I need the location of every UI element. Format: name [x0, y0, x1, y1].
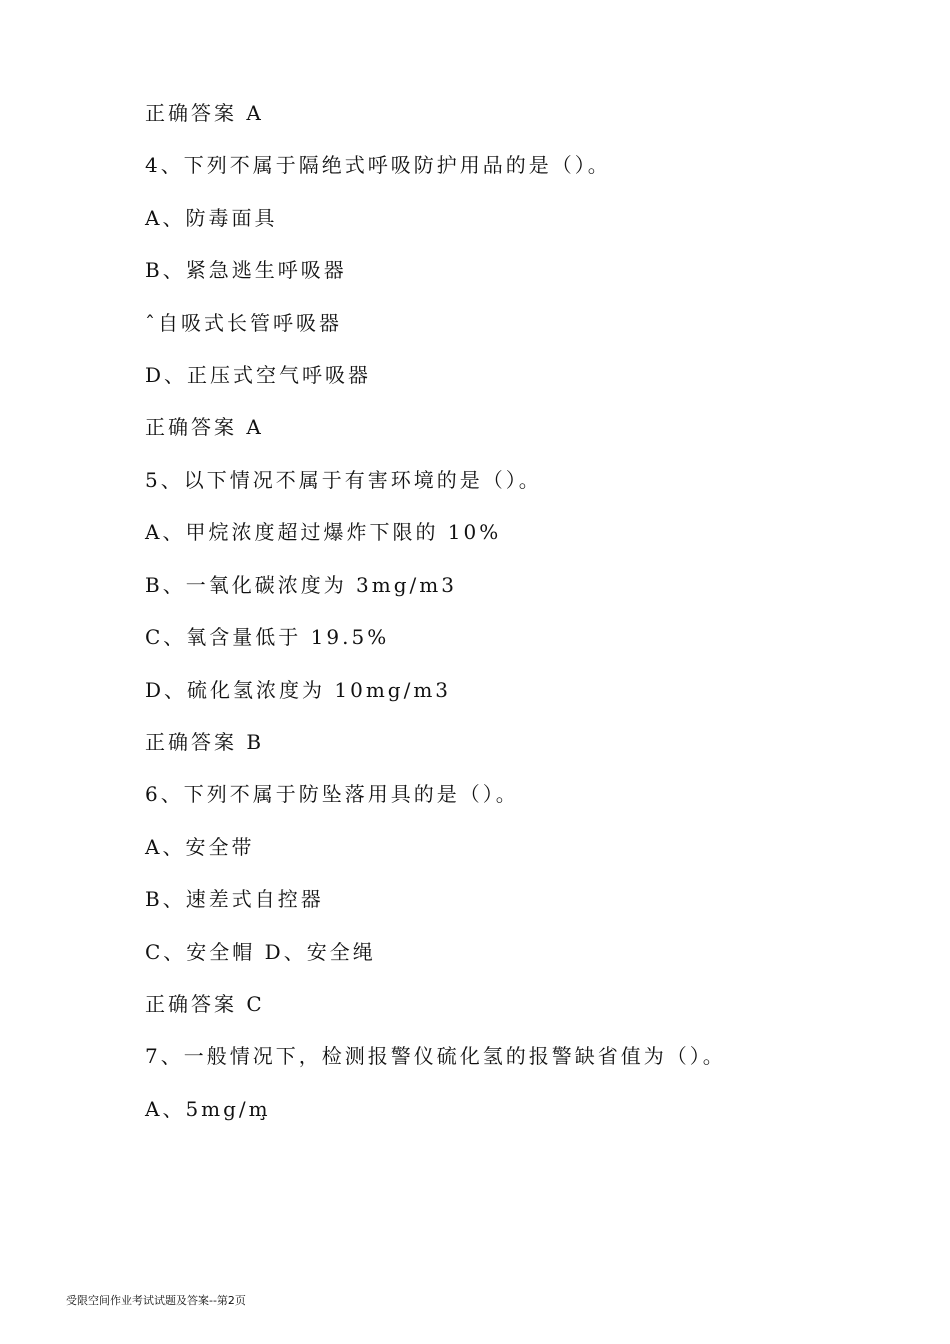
- option-line: D、正压式空气呼吸器: [145, 363, 372, 387]
- option-line: ˆ自吸式长管呼吸器: [145, 311, 342, 335]
- option-line: A、5mg/m̧: [145, 1097, 271, 1121]
- question-7: 7、一般情况下，检测报警仪硫化氢的报警缺省值为（）。: [145, 1044, 726, 1068]
- option-line: B、速差式自控器: [145, 887, 324, 911]
- answer-line: 正确答案 B: [145, 730, 265, 754]
- option-line: C、安全帽 D、安全绳: [145, 940, 376, 964]
- answer-line: 正确答案 A: [145, 101, 264, 125]
- answer-line: 正确答案 C: [145, 992, 265, 1016]
- option-line: B、一氧化碳浓度为 3mg/m3: [145, 573, 457, 597]
- option-line: D、硫化氢浓度为 10mg/m3: [145, 678, 452, 702]
- option-line: A、安全带: [145, 835, 255, 859]
- option-line: A、防毒面具: [145, 206, 278, 230]
- option-line: A、甲烷浓度超过爆炸下限的 10%: [145, 520, 502, 544]
- page-footer: 受限空间作业考试试题及答案--第2页: [66, 1294, 246, 1307]
- question-5: 5、以下情况不属于有害环境的是（）。: [145, 468, 542, 492]
- answer-line: 正确答案 A: [145, 415, 264, 439]
- question-6: 6、下列不属于防坠落用具的是（）。: [145, 782, 519, 806]
- option-line: C、氧含量低于 19.5%: [145, 625, 390, 649]
- question-4: 4、下列不属于隔绝式呼吸防护用品的是（）。: [145, 153, 611, 177]
- option-line: B、紧急逃生呼吸器: [145, 258, 347, 282]
